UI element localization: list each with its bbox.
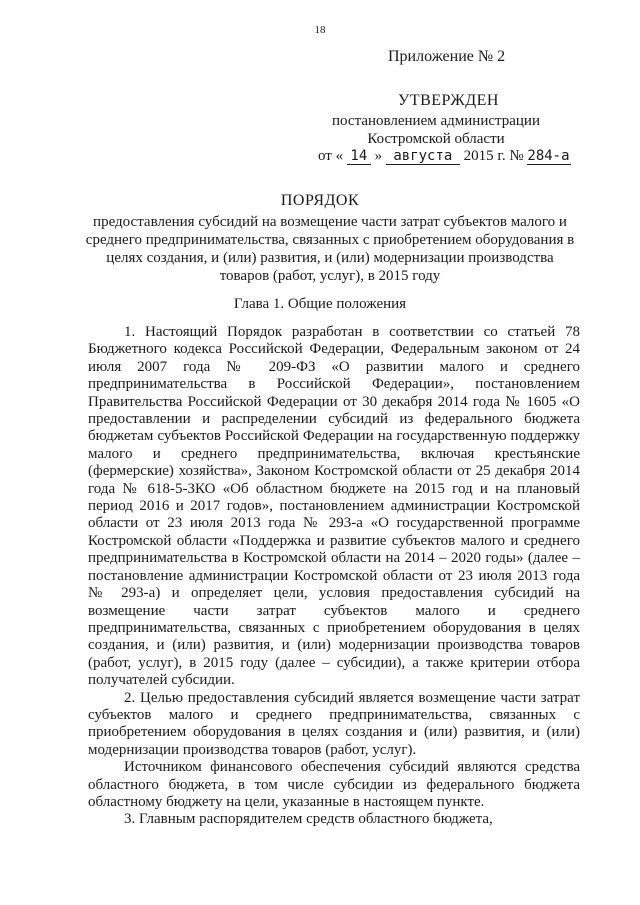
approval-heading: УТВЕРЖДЕН xyxy=(398,92,499,109)
paragraph: 3. Главным распорядителем средств областного бюджета, xyxy=(124,811,493,828)
paragraph: 2. Целью предоставления субсидий является возмещение части затрат субъектов малого и среднего предпринимательства, связанных с приобретением оборудования в целях создания и (или) развития, и (или) модернизации производства товаров (работ, услуг). xyxy=(88,689,580,758)
paragraph: Источником финансового обеспечения субсидий являются средства областного бюджета, в том числе субсидии из федерального бюджета областному бюджету на цели, указанные в настоящем пункте. xyxy=(88,759,580,810)
date-prefix: от « xyxy=(318,148,344,164)
approval-date-line xyxy=(318,148,571,165)
date-month: августа xyxy=(386,149,460,165)
date-day: 14 xyxy=(347,149,371,165)
decree-number: 284-а xyxy=(527,148,570,164)
paragraph: 1. Настоящий Порядок разработан в соответствии со статьей 78 Бюджетного кодекса Российской Федерации, Федеральным законом от 24 июля 2007 года № 209-ФЗ «О развитии малого и среднего предпринимательства в Российской Федерации», постановлением Правительства Российской Федерации от 30 декабря 2014 года № 1605 «О предоставлении и распределении субсидий из федерального бюджета бюджетам субъектов Российской Федерации на государственную поддержку малого и среднего предпринимательства, включая крестьянские (фермерские) хозяйства», Законом Костромской области от 25 декабря 2014 года № 618-5-ЗКО «Об областном бюджете на 2015 год и на плановый период 2016 и 2017 годов», постановлением администрации Костромской области от 23 июля 2013 года № 293-а «О государственной программе Костромской области «Поддержка и развитие субъектов малого и среднего предпринимательства в Костромской области на 2014 – 2020 годы» (далее – постановление администрации Костромской области от 23 июля 2013 года № 293-а) и определяет цели, условия предоставления субсидий на возмещение части затрат субъектов малого и среднего предпринимательства, связанных с приобретением оборудования в целях создания, и (или) развития, и (или) модернизации производства товаров (работ, услуг), в 2015 году (далее – субсидии), а также критерии отбора получателей субсидии. xyxy=(88,324,580,689)
date-mid: » xyxy=(374,148,383,164)
chapter-heading: Глава 1. Общие положения xyxy=(233,296,407,312)
document-subtitle: предоставления субсидий на возмещение части затрат субъектов малого и среднего предпринимательства, связанных с приобретением оборудования в целях создания, и (или) развития, и (или) модернизации производства товаров (работ, услуг), в 2015 году xyxy=(85,214,575,284)
body-text xyxy=(88,324,580,829)
appendix-label: Приложение № 2 xyxy=(388,48,506,65)
date-year: 2015 г. № xyxy=(463,148,524,164)
approval-line-2: Костромской области xyxy=(367,131,505,147)
document-title: ПОРЯДОК xyxy=(280,192,360,209)
approval-block xyxy=(296,112,576,148)
page-number: 18 xyxy=(314,24,326,36)
approval-line-1: постановлением администрации xyxy=(332,113,540,129)
